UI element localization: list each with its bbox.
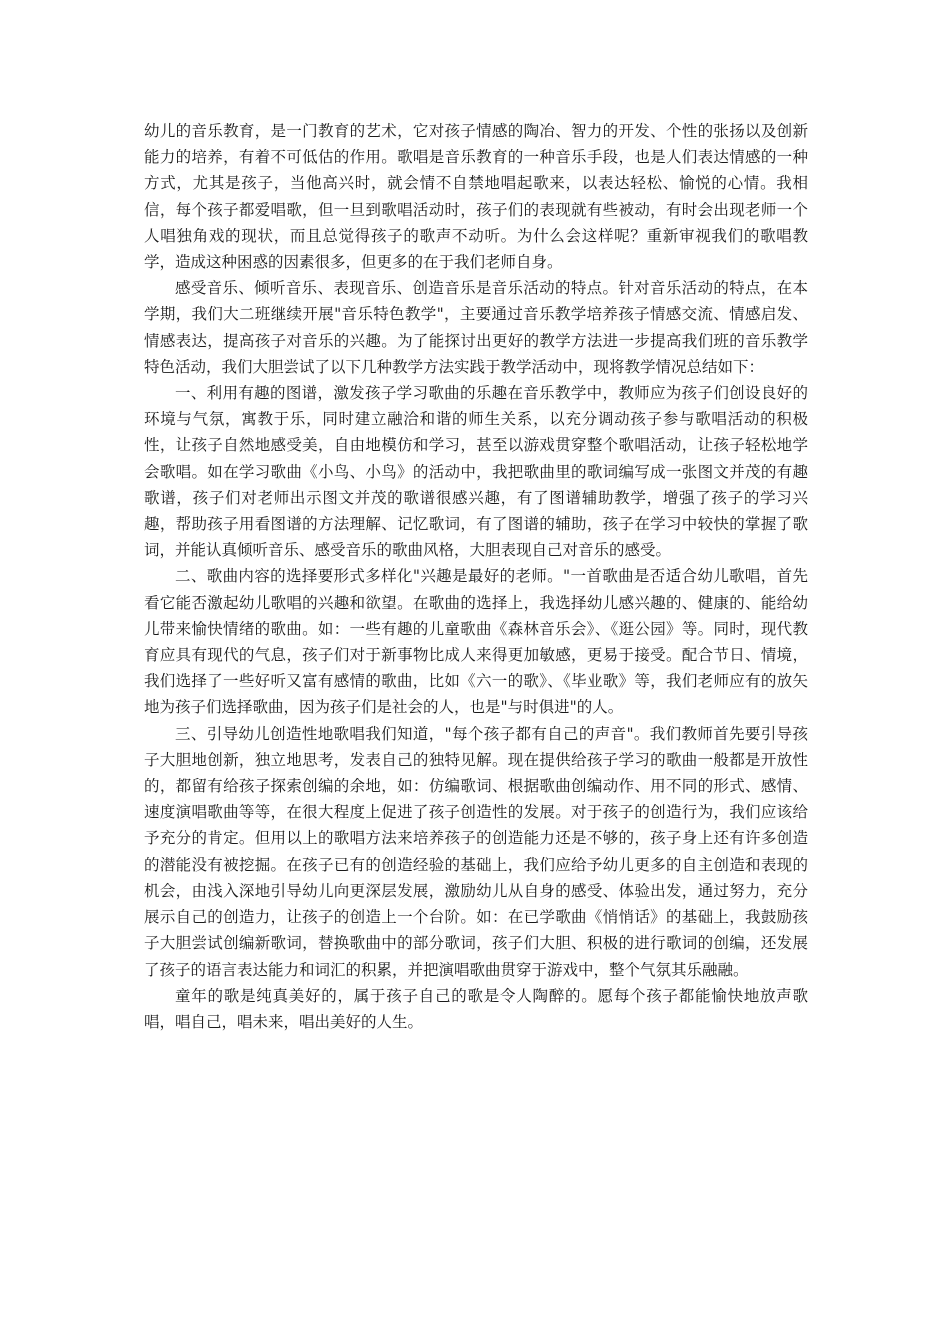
paragraph-features: 感受音乐、倾听音乐、表现音乐、创造音乐是音乐活动的特点。针对音乐活动的特点，在本学期，我们大二班继续开展"音乐特色教学"，主要通过音乐教学培养孩子情感交流、情感启发、情感表达，提高孩子对音乐的兴趣。为了能探讨出更好的教学方法进一步提高我们班的音乐教学特色活动，我们大胆尝试了以下几种教学方法实践于教学活动中，现将教学情况总结如下： bbox=[144, 279, 808, 376]
paragraph-intro: 幼儿的音乐教育，是一门教育的艺术，它对孩子情感的陶冶、智力的开发、个性的张扬以及创新能力的培养，有着不可低估的作用。歌唱是音乐教育的一种音乐手段，也是人们表达情感的一种方式，尤其是孩子，当他高兴时，就会情不自禁地唱起歌来，以表达轻松、愉悦的心情。我相信，每个孩子都爱唱歌，但一旦到歌唱活动时，孩子们的表现就有些被动，有时会出现老师一个人唱独角戏的现状，而且总觉得孩子的歌声不动听。为什么会这样呢？重新审视我们的歌唱教学，造成这种困惑的因素很多，但更多的在于我们老师自身。 bbox=[144, 122, 808, 272]
document-body bbox=[144, 118, 808, 1035]
paragraph-method-two: 二、歌曲内容的选择要形式多样化"兴趣是最好的老师。"一首歌曲是否适合幼儿歌唱，首先看它能否激起幼儿歌唱的兴趣和欲望。在歌曲的选择上，我选择幼儿感兴趣的、健康的、能给幼儿带来愉快情绪的歌曲。如：一些有趣的儿童歌曲《森林音乐会》、《逛公园》等。同时，现代教育应具有现代的气息，孩子们对于新事物比成人来得更加敏感，更易于接受。配合节日、情境，我们选择了一些好听又富有感情的歌曲，比如《六一的歌》、《毕业歌》等，我们老师应有的放矢地为孩子们选择歌曲，因为孩子们是社会的人，也是"与时俱进"的人。 bbox=[144, 567, 808, 717]
paragraph-method-three: 三、引导幼儿创造性地歌唱我们知道，"每个孩子都有自己的声音"。我们教师首先要引导孩子大胆地创新，独立地思考，发表自己的独特见解。现在提供给孩子学习的歌曲一般都是开放性的，都留有给孩子探索创编的余地，如：仿编歌词、根据歌曲创编动作、用不同的形式、感情、速度演唱歌曲等等，在很大程度上促进了孩子创造性的发展。对于孩子的创造行为，我们应该给予充分的肯定。但用以上的歌唱方法来培养孩子的创造能力还是不够的，孩子身上还有许多创造的潜能没有被挖掘。在孩子已有的创造经验的基础上，我们应给予幼儿更多的自主创造和表现的机会，由浅入深地引导幼儿向更深层发展，激励幼儿从自身的感受、体验出发，通过努力，充分展示自己的创造力，让孩子的创造上一个台阶。如：在已学歌曲《悄悄话》的基础上，我鼓励孩子大胆尝试创编新歌词，替换歌曲中的部分歌词，孩子们大胆、积极的进行歌词的创编，还发展了孩子的语言表达能力和词汇的积累，并把演唱歌曲贯穿于游戏中，整个气氛其乐融融。 bbox=[144, 724, 808, 979]
paragraph-conclusion: 童年的歌是纯真美好的，属于孩子自己的歌是令人陶醉的。愿每个孩子都能愉快地放声歌唱，唱自己，唱未来，唱出美好的人生。 bbox=[144, 986, 808, 1031]
paragraph-method-one: 一、利用有趣的图谱，激发孩子学习歌曲的乐趣在音乐教学中，教师应为孩子们创设良好的环境与气氛，寓教于乐，同时建立融洽和谐的师生关系，以充分调动孩子参与歌唱活动的积极性，让孩子自然地感受美，自由地模仿和学习，甚至以游戏贯穿整个歌唱活动，让孩子轻松地学会歌唱。如在学习歌曲《小鸟、小鸟》的活动中，我把歌曲里的歌词编写成一张图文并茂的有趣歌谱，孩子们对老师出示图文并茂的歌谱很感兴趣，有了图谱辅助教学，增强了孩子的学习兴趣，帮助孩子用看图谱的方法理解、记忆歌词，有了图谱的辅助，孩子在学习中较快的掌握了歌词，并能认真倾听音乐、感受音乐的歌曲风格，大胆表现自己对音乐的感受。 bbox=[144, 384, 808, 560]
